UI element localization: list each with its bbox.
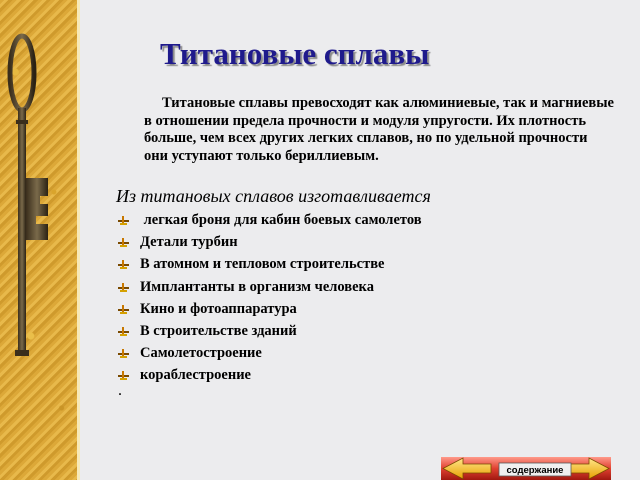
bullet-icon: [117, 237, 130, 248]
bullet-icon: [117, 259, 130, 270]
slide-title: Титановые сплавы: [160, 36, 430, 71]
bullet-icon: [117, 370, 130, 381]
bullet-icon: [117, 282, 130, 293]
list-item-label: Детали турбин: [140, 234, 238, 251]
bullet-icon: [117, 304, 130, 315]
list-item: [116, 320, 422, 342]
contents-nav-label[interactable]: содержание: [506, 465, 564, 476]
trailing-dot: .: [118, 382, 122, 399]
list-item: [116, 253, 422, 275]
sidebar-panel: [0, 0, 77, 480]
list-item: [116, 298, 422, 320]
bullet-icon: [117, 215, 130, 226]
bullet-icon: [117, 326, 130, 337]
list-item-label: Имплантанты в организм человека: [140, 278, 374, 295]
contents-nav-button[interactable]: [441, 457, 611, 480]
bullet-icon: [117, 348, 130, 359]
usage-list: [116, 209, 422, 387]
list-item-label: Кино и фотоаппаратура: [140, 300, 297, 317]
panel-edge: [77, 0, 80, 480]
list-item-label: Самолетостроение: [140, 345, 262, 362]
list-item: [116, 209, 422, 231]
list-item-label: легкая броня для кабин боевых самолетов: [140, 212, 422, 228]
list-item-label: В атомном и тепловом строительстве: [140, 256, 385, 273]
list-item: [116, 276, 422, 298]
key-image: [0, 0, 77, 480]
list-item-label: В строительстве зданий: [140, 322, 297, 339]
list-heading: Из титановых сплавов изготавливается: [116, 186, 431, 206]
intro-paragraph: Титановые сплавы превосходят как алюминиевые, так и магниевые в отношении предела прочности и модуля упругости. Их плотность больше, чем всех других легких сплавов, но по удельной прочности они уступают только бериллиевым.: [144, 95, 614, 164]
list-item: [116, 364, 422, 386]
list-item: [116, 231, 422, 253]
list-item: [116, 342, 422, 364]
list-item-label: кораблестроение: [140, 367, 251, 384]
